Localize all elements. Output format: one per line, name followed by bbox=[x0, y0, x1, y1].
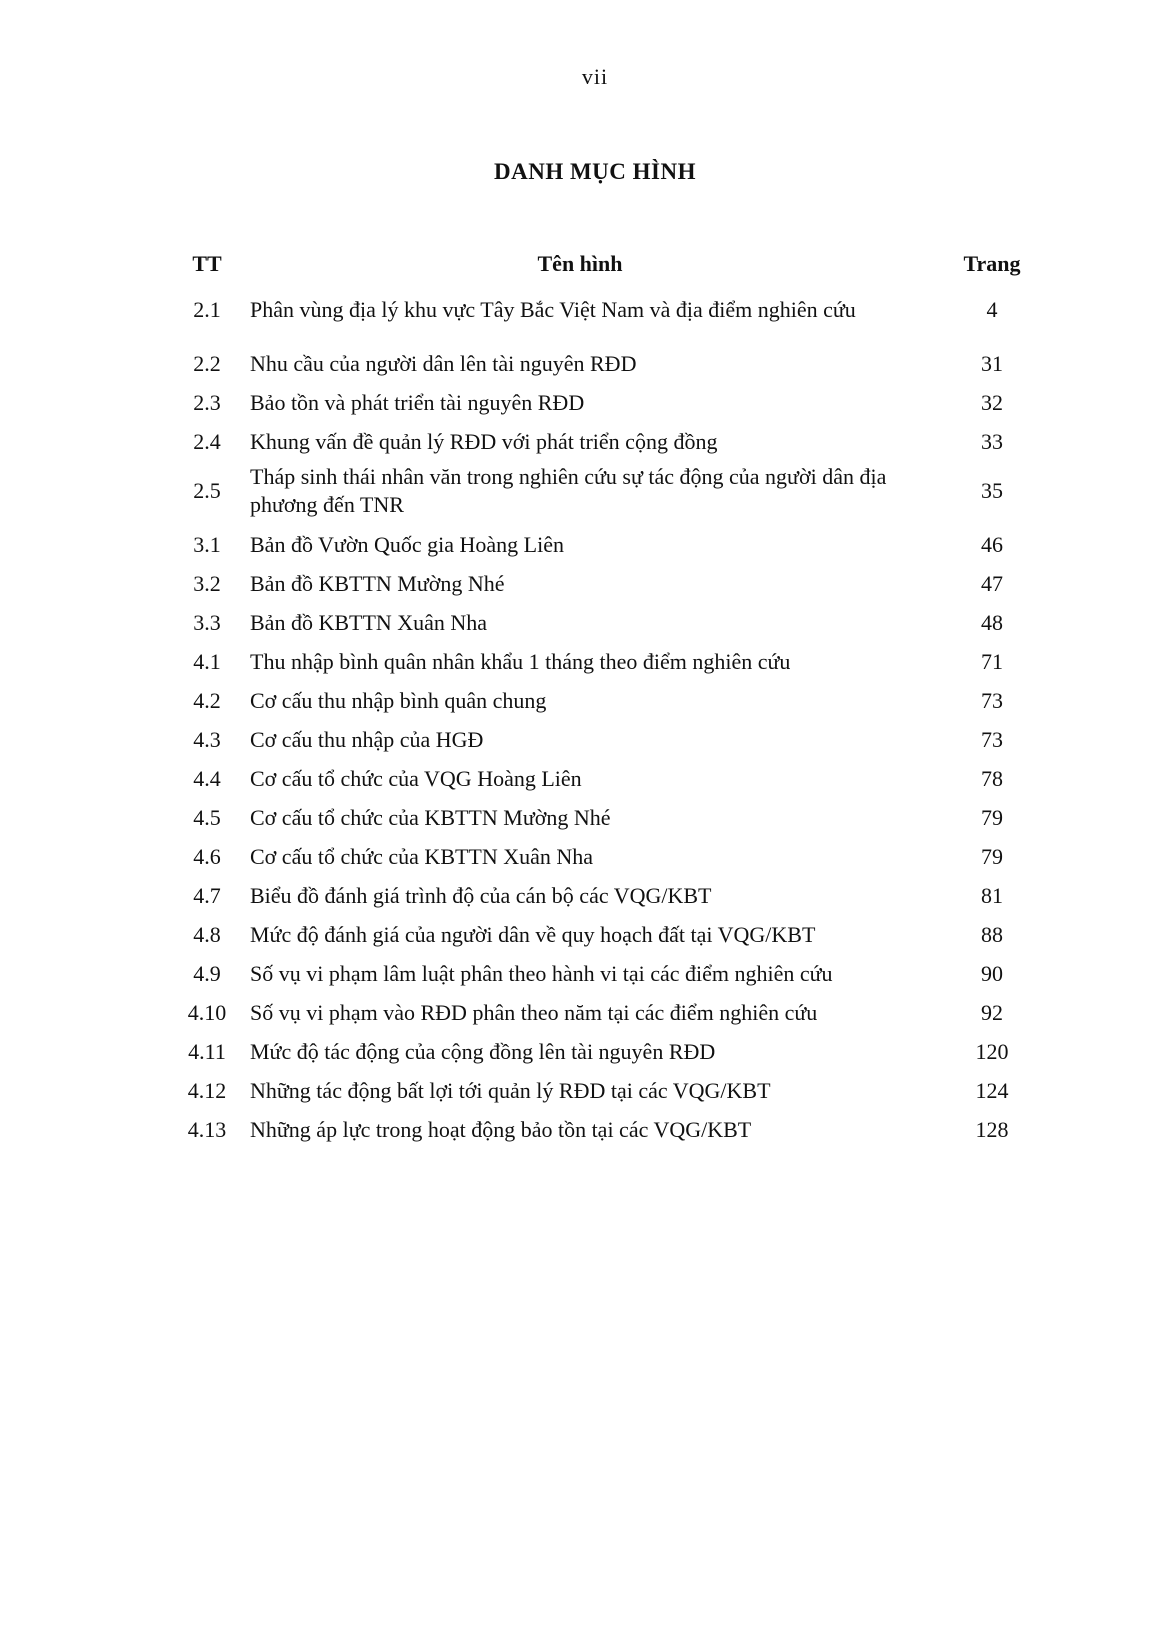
row-page-number: 47 bbox=[981, 570, 1003, 596]
row-number: 4.1 bbox=[193, 648, 221, 674]
row-figure-name: Cơ cấu tổ chức của KBTTN Mường Nhé bbox=[250, 804, 611, 830]
row-figure-name: Số vụ vi phạm lâm luật phân theo hành vi tại các điểm nghiên cứu bbox=[250, 960, 833, 986]
figure-list-table bbox=[178, 248, 1040, 1149]
row-number: 4.8 bbox=[193, 921, 221, 947]
row-page-number: 92 bbox=[981, 999, 1003, 1025]
row-figure-name: Bản đồ KBTTN Mường Nhé bbox=[250, 570, 505, 596]
row-number: 4.3 bbox=[193, 726, 221, 752]
table-row bbox=[178, 642, 1040, 681]
row-page-number: 81 bbox=[981, 882, 1003, 908]
row-page-number: 48 bbox=[981, 609, 1003, 635]
row-figure-name: Tháp sinh thái nhân văn trong nghiên cứu sự tác động của người dân địa phương đến TNR bbox=[250, 464, 887, 517]
row-page-number: 90 bbox=[981, 960, 1003, 986]
row-number: 2.4 bbox=[193, 428, 221, 454]
row-page-number: 79 bbox=[981, 843, 1003, 869]
row-page-number: 31 bbox=[981, 350, 1003, 376]
page-number: vii bbox=[581, 64, 609, 89]
row-figure-name: Cơ cấu thu nhập của HGĐ bbox=[250, 726, 484, 752]
table-row bbox=[178, 344, 1040, 383]
table-row bbox=[178, 564, 1040, 603]
row-page-number: 120 bbox=[975, 1038, 1009, 1064]
table-row bbox=[178, 915, 1040, 954]
row-number: 3.3 bbox=[193, 609, 221, 635]
table-row bbox=[178, 681, 1040, 720]
row-page-number: 128 bbox=[975, 1116, 1009, 1142]
row-number: 4.2 bbox=[193, 687, 221, 713]
row-figure-name: Cơ cấu tổ chức của KBTTN Xuân Nha bbox=[250, 843, 594, 869]
table-row bbox=[178, 876, 1040, 915]
table-row bbox=[178, 720, 1040, 759]
row-page-number: 73 bbox=[981, 726, 1003, 752]
row-figure-name: Mức độ đánh giá của người dân về quy hoạch đất tại VQG/KBT bbox=[250, 921, 816, 947]
table-row bbox=[178, 798, 1040, 837]
table-row bbox=[178, 759, 1040, 798]
row-figure-name: Bản đồ KBTTN Xuân Nha bbox=[250, 609, 488, 635]
row-figure-name: Biểu đồ đánh giá trình độ của cán bộ các VQG/KBT bbox=[250, 882, 712, 908]
row-number: 4.11 bbox=[188, 1038, 226, 1064]
row-page-number: 88 bbox=[981, 921, 1003, 947]
row-page-number: 46 bbox=[981, 531, 1003, 557]
table-row bbox=[178, 280, 1040, 340]
row-figure-name: Nhu cầu của người dân lên tài nguyên RĐD bbox=[250, 350, 637, 376]
row-page-number: 35 bbox=[981, 478, 1003, 503]
row-number: 2.2 bbox=[193, 350, 221, 376]
row-page-number: 79 bbox=[981, 804, 1003, 830]
table-row bbox=[178, 603, 1040, 642]
header-page: Trang bbox=[963, 251, 1021, 276]
row-figure-name: Cơ cấu tổ chức của VQG Hoàng Liên bbox=[250, 765, 582, 791]
table-row bbox=[178, 383, 1040, 422]
table-row bbox=[178, 422, 1040, 461]
row-number: 2.1 bbox=[193, 297, 221, 322]
row-figure-name: Những áp lực trong hoạt động bảo tồn tại các VQG/KBT bbox=[250, 1116, 752, 1142]
table-row bbox=[178, 1071, 1040, 1110]
table-row bbox=[178, 1032, 1040, 1071]
row-page-number: 33 bbox=[981, 428, 1003, 454]
row-page-number: 4 bbox=[986, 297, 998, 322]
row-number: 4.9 bbox=[193, 960, 221, 986]
table-row bbox=[178, 837, 1040, 876]
header-name: Tên hình bbox=[537, 251, 623, 276]
header-tt: TT bbox=[192, 251, 222, 276]
row-number: 4.10 bbox=[187, 999, 227, 1025]
row-figure-name: Khung vấn đề quản lý RĐD với phát triển cộng đồng bbox=[250, 428, 718, 454]
row-page-number: 73 bbox=[981, 687, 1003, 713]
row-figure-name: Bản đồ Vườn Quốc gia Hoàng Liên bbox=[250, 531, 564, 557]
row-number: 3.2 bbox=[193, 570, 221, 596]
row-number: 4.4 bbox=[193, 765, 221, 791]
table-header bbox=[178, 248, 1040, 280]
row-page-number: 78 bbox=[981, 765, 1003, 791]
row-page-number: 71 bbox=[981, 648, 1003, 674]
row-figure-name: Bảo tồn và phát triển tài nguyên RĐD bbox=[250, 389, 585, 415]
row-number: 4.6 bbox=[193, 843, 221, 869]
table-row bbox=[178, 954, 1040, 993]
row-figure-name: Thu nhập bình quân nhân khẩu 1 tháng theo điểm nghiên cứu bbox=[250, 648, 791, 674]
row-number: 2.3 bbox=[193, 389, 221, 415]
row-figure-name: Những tác động bất lợi tới quản lý RĐD tại các VQG/KBT bbox=[250, 1077, 771, 1103]
row-page-number: 124 bbox=[975, 1077, 1009, 1103]
row-figure-name: Mức độ tác động của cộng đồng lên tài nguyên RĐD bbox=[250, 1038, 716, 1064]
table-row bbox=[178, 1110, 1040, 1149]
table-row bbox=[178, 993, 1040, 1032]
table-row bbox=[178, 525, 1040, 564]
page-title: DANH MỤC HÌNH bbox=[494, 159, 696, 184]
row-number: 4.7 bbox=[193, 882, 221, 908]
row-number: 2.5 bbox=[193, 478, 221, 503]
row-figure-name: Số vụ vi phạm vào RĐD phân theo năm tại các điểm nghiên cứu bbox=[250, 999, 818, 1025]
row-number: 4.5 bbox=[193, 804, 221, 830]
row-number: 3.1 bbox=[193, 531, 221, 557]
row-figure-name: Phân vùng địa lý khu vực Tây Bắc Việt Nam và địa điểm nghiên cứu bbox=[250, 297, 856, 322]
row-number: 4.13 bbox=[187, 1116, 227, 1142]
row-page-number: 32 bbox=[981, 389, 1003, 415]
table-row bbox=[178, 461, 1040, 521]
row-number: 4.12 bbox=[187, 1077, 227, 1103]
row-figure-name: Cơ cấu thu nhập bình quân chung bbox=[250, 687, 547, 713]
